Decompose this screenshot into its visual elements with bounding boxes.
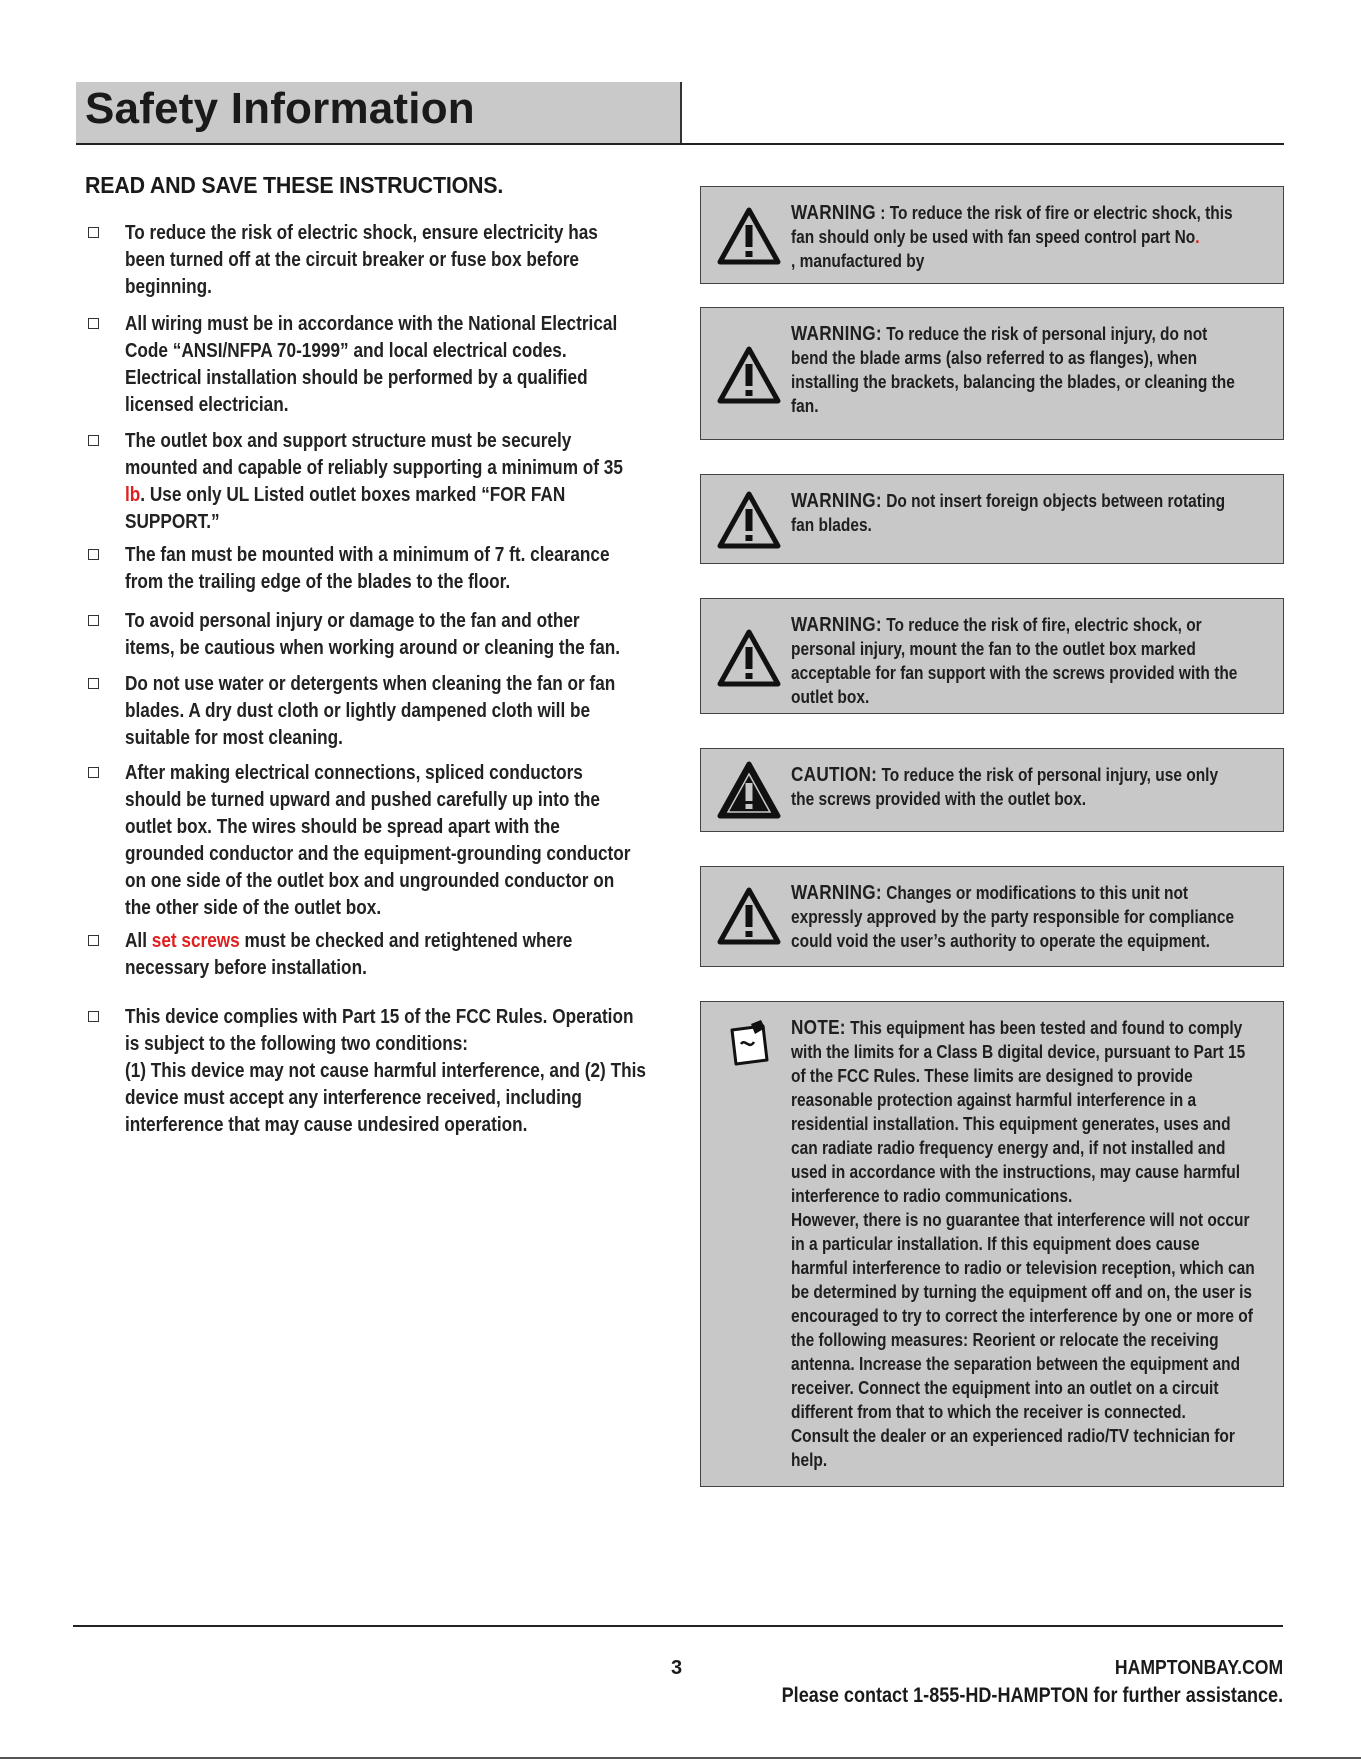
warning-keyword: WARNING: (791, 323, 882, 345)
checkbox-icon (88, 435, 99, 446)
list-item-text: The fan must be mounted with a minimum of 7 ft. clearance from the trailing edge of the blades to the floor. (125, 544, 610, 593)
subheading: READ AND SAVE THESE INSTRUCTIONS. (85, 172, 504, 198)
warning-panel (700, 598, 1284, 714)
header-divider (76, 143, 1284, 145)
caution-text (791, 763, 1273, 811)
checkbox-icon (88, 678, 99, 689)
list-item-text: All wiring must be in accordance with the National Electrical Code “ANSI/NFPA 70-1999” and local electrical codes. Electrical installation should be performed by a qualified licensed electrician. (125, 313, 618, 416)
caution-keyword: CAUTION: (791, 764, 878, 786)
caution-panel (700, 748, 1284, 832)
warning-text-part: , manufactured by (791, 251, 925, 271)
checkbox-icon (88, 227, 99, 238)
warning-text (791, 201, 1273, 273)
warning-text-part: To reduce the risk of personal injury, do not bend the blade arms (also referred to as flanges), when installing the brackets, balancing the blades, or cleaning the fan. (791, 324, 1235, 416)
checkbox-icon (88, 615, 99, 626)
note-pad-icon (727, 1020, 773, 1066)
warning-panel (700, 186, 1284, 284)
warning-text-part: To reduce the risk of fire, electric shock, or personal injury, mount the fan to the outlet box marked acceptable for fan support with the screws provided with the outlet box. (791, 615, 1238, 707)
list-item-text-part: . Use only UL Listed outlet boxes marked “FOR FAN SUPPORT.” (125, 484, 566, 533)
list-item-text: After making electrical connections, spliced conductors should be turned upward and pushed carefully up into the outlet box. The wires should be spread apart with the grounded conductor and the equipment-grounding conductor on one side of the outlet box and ungrounded conductor on the other side of the outlet box. (125, 762, 631, 919)
warning-keyword: WARNING: (791, 490, 882, 512)
warning-triangle-icon (717, 491, 781, 549)
warning-text-part: Do not insert foreign objects between rotating fan blades. (791, 491, 1226, 535)
checkbox-icon (88, 1011, 99, 1022)
warning-keyword: WARNING: (791, 882, 882, 904)
warning-text-part: To reduce the risk of fire or electric shock, this fan should only be used with fan speed control part No (791, 203, 1233, 247)
warning-text (791, 489, 1273, 537)
warning-text (791, 322, 1273, 418)
warning-triangle-icon (717, 887, 781, 945)
page-title: Safety Information (85, 84, 475, 133)
list-item-text (125, 428, 658, 536)
footer-divider (73, 1625, 1283, 1627)
caution-text-part: To reduce the risk of personal injury, use only the screws provided with the outlet box. (791, 765, 1219, 809)
warning-separator: : (875, 203, 890, 223)
page-edge-rule (0, 1757, 1361, 1759)
list-item-text: This device complies with Part 15 of the FCC Rules. Operation is subject to the following two conditions: (1) This device may not cause harmful interference, and (2) This device must accept any interference received, including interference that may cause undesired operation. (125, 1006, 646, 1136)
note-panel (700, 1001, 1284, 1487)
list-item-text: Do not use water or detergents when cleaning the fan or fan blades. A dry dust cloth or lightly dampened cloth will be suitable for most cleaning. (125, 673, 616, 749)
list-item-text: To avoid personal injury or damage to the fan and other items, be cautious when working around or cleaning the fan. (125, 610, 621, 659)
warning-text (791, 881, 1273, 953)
highlight-text: . (1195, 227, 1200, 247)
warning-panel (700, 866, 1284, 967)
note-keyword: NOTE: (791, 1017, 846, 1039)
list-item-text-part: must be checked and retightened where necessary before installation. (125, 930, 573, 979)
list-item-text (125, 928, 658, 982)
warning-triangle-icon (717, 629, 781, 687)
note-text-part: This equipment has been tested and found to comply with the limits for a Class B digital device, pursuant to Part 15 of the FCC Rules. These limits are designed to provide reasonable protection against harmful interference in a residential installation. This equipment generates, uses and can radiate radio frequency energy and, if not installed and used in accordance with the instructions, may cause harmful interference to radio communications. However, there is no guarantee that interference will not occur in a particular installation. If this equipment does cause harmful interference to radio or television reception, which can be determined by turning the equipment off and on, the user is encouraged to try to correct the interference by one or more of the following measures: Reorient or relocate the receiving antenna. Increase the separation between the equipment and receiver. Connect the equipment into an outlet on a circuit different from that to which the receiver is connected. Consult the dealer or an experienced radio/TV technician for help. (791, 1018, 1255, 1470)
page-number: 3 (671, 1657, 683, 1679)
checkbox-icon (88, 318, 99, 329)
warning-text-part: Changes or modifications to this unit not expressly approved by the party responsible for compliance could void the user’s authority to operate the equipment. (791, 883, 1235, 951)
warning-triangle-icon (717, 207, 781, 265)
list-item-text: To reduce the risk of electric shock, ensure electricity has been turned off at the circuit breaker or fuse box before beginning. (125, 222, 598, 298)
warning-keyword: WARNING (791, 202, 876, 224)
contact-text: Please contact 1-855-HD-HAMPTON for further assistance. (781, 1684, 1283, 1707)
list-item-text-part: All (125, 930, 152, 952)
checkbox-icon (88, 935, 99, 946)
highlight-text: set screws (151, 930, 240, 952)
warning-text (791, 613, 1273, 709)
list-item-text-part: The outlet box and support structure must be securely mounted and capable of reliably supporting a minimum of 35 (125, 430, 623, 479)
warning-keyword: WARNING: (791, 614, 882, 636)
note-text (791, 1016, 1273, 1472)
checkbox-icon (88, 767, 99, 778)
caution-triangle-icon (717, 761, 781, 819)
highlight-text: lb (125, 484, 141, 506)
checkbox-icon (88, 549, 99, 560)
website-text: HAMPTONBAY.COM (1114, 1657, 1283, 1679)
warning-panel (700, 474, 1284, 564)
warning-panel (700, 307, 1284, 440)
warning-triangle-icon (717, 346, 781, 404)
